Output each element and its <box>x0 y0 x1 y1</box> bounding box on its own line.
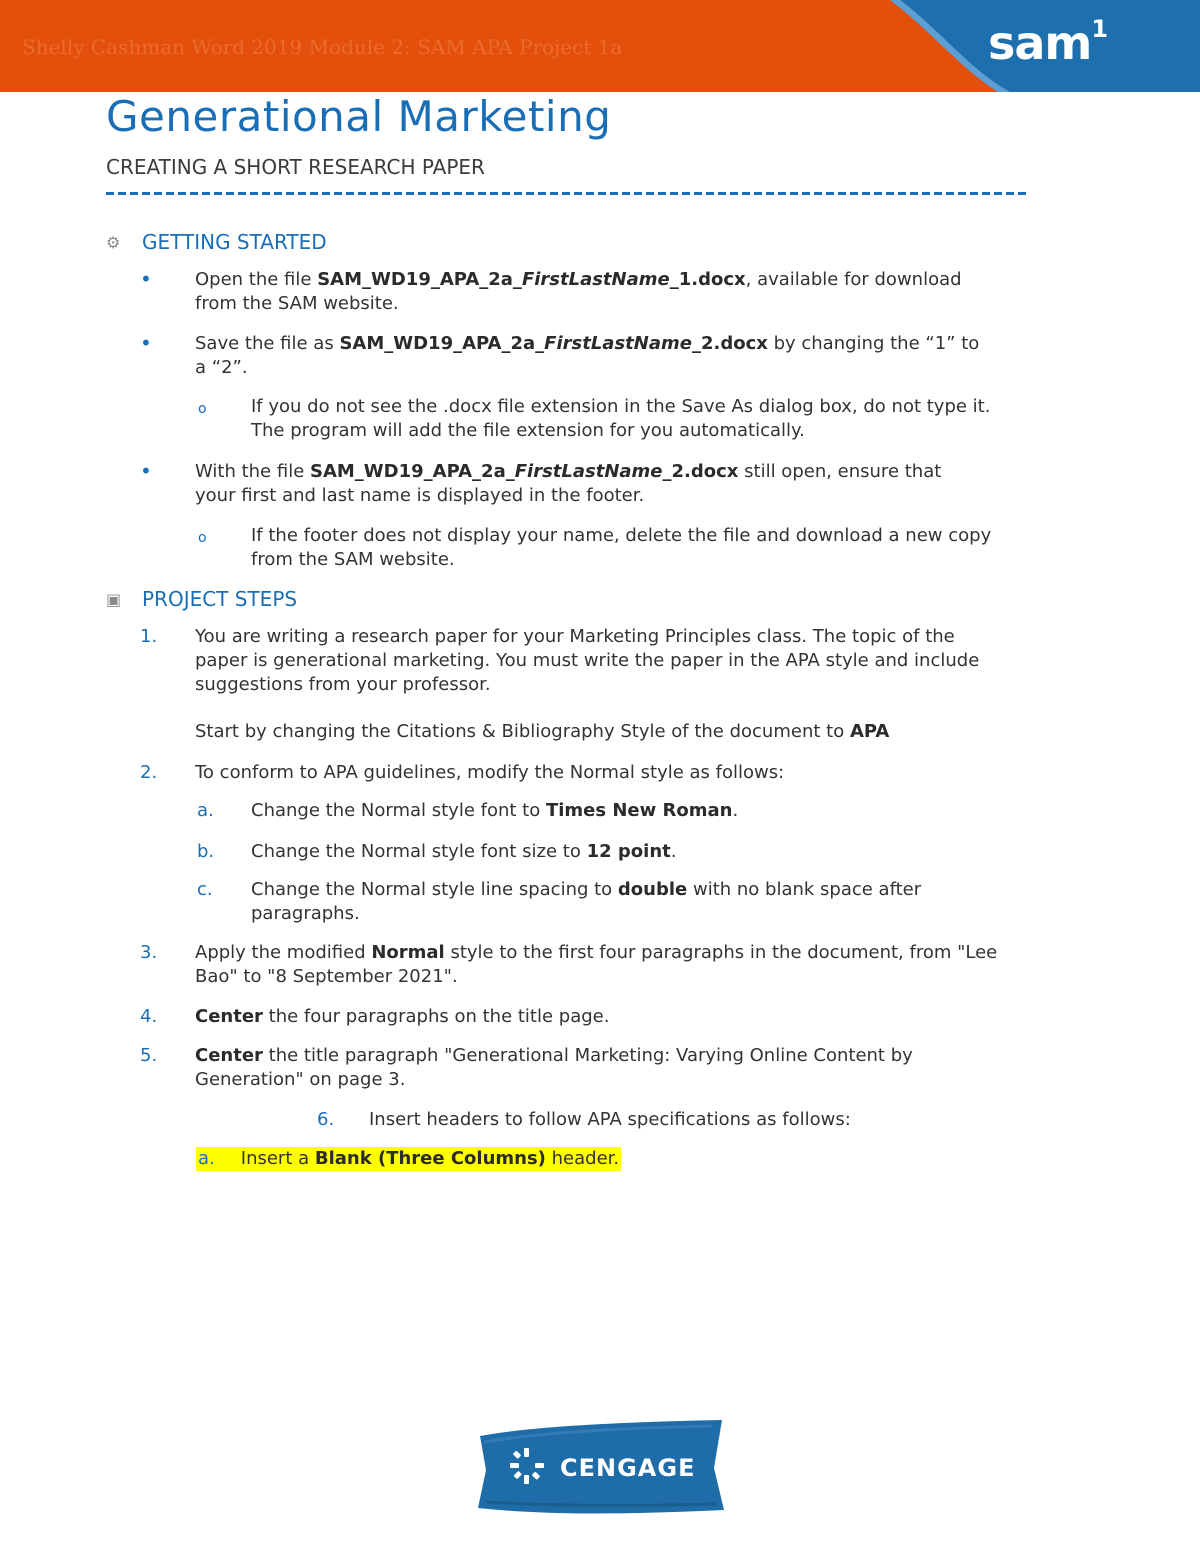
sam-logo: sam$^1$ <box>988 14 1108 70</box>
sub-bullet-icon: o <box>198 401 207 417</box>
highlighted-substep: a. Insert a Blank (Three Columns) header. <box>198 1148 620 1169</box>
list-item: Open the file SAM_WD19_APA_2a_FirstLastName_1.docx, available for download from the SAM website. <box>195 269 962 314</box>
document-subtitle: CREATING A SHORT RESEARCH PAPER <box>106 155 485 179</box>
gears-icon: ⚙ <box>106 232 121 252</box>
cengage-logo <box>474 1418 726 1516</box>
step-item: You are writing a research paper for your Marketing Principles class. The topic of the paper is generational marketing. You must write the paper in the APA style and include suggestions from your professor. <box>195 626 980 695</box>
list-item: If the footer does not display your name, delete the file and download a new copy from the SAM website. <box>251 525 992 570</box>
bullet-icon: • <box>140 459 152 483</box>
clipboard-icon: ▣ <box>106 589 122 609</box>
list-item: With the file SAM_WD19_APA_2a_FirstLastName_2.docx still open, ensure that your first and last name is displayed in the footer. <box>195 461 942 506</box>
step-item: Insert headers to follow APA specifications as follows: <box>369 1109 851 1130</box>
step-item: Center the title paragraph "Generational Marketing: Varying Online Content by Generation" on page 3. <box>195 1045 913 1090</box>
substep-item: Change the Normal style font to Times New Roman. <box>251 800 739 821</box>
substep-item: Change the Normal style font size to 12 point. <box>251 841 677 862</box>
step-number: 1. <box>140 626 158 647</box>
step-item: To conform to APA guidelines, modify the Normal style as follows: <box>195 762 785 783</box>
step-item: Apply the modified Normal style to the first four paragraphs in the document, from "Lee Bao" to "8 September 2021". <box>195 942 998 987</box>
step-number: 4. <box>140 1006 158 1027</box>
document-title: Generational Marketing <box>106 92 612 141</box>
step-number: 5. <box>140 1045 158 1066</box>
substep-letter: a. <box>198 1148 215 1169</box>
step-number: 3. <box>140 942 158 963</box>
header-banner <box>0 0 1200 92</box>
list-item: If you do not see the .docx file extension in the Save As dialog box, do not type it. The program will add the file extension for you automatically. <box>251 396 991 441</box>
step-item-instruction: Start by changing the Citations & Bibliography Style of the document to APA <box>195 721 890 742</box>
substep-item: Change the Normal style line spacing to double with no blank space after paragraphs. <box>251 879 922 924</box>
step-item: Center the four paragraphs on the title page. <box>195 1006 610 1027</box>
project-steps-heading <box>106 587 297 611</box>
getting-started-heading <box>106 230 327 254</box>
getting-started-label: GETTING STARTED <box>142 230 327 254</box>
project-steps-label: PROJECT STEPS <box>142 587 298 611</box>
substep-letter: a. <box>197 800 214 821</box>
sub-bullet-icon: o <box>198 530 207 546</box>
section-divider <box>106 190 1026 196</box>
bullet-icon: • <box>140 331 152 355</box>
bullet-icon: • <box>140 267 152 291</box>
substep-letter: c. <box>197 879 213 900</box>
banner-title: Shelly Cashman Word 2019 Module 2: SAM APA Project 1a <box>22 35 623 59</box>
list-item: Save the file as SAM_WD19_APA_2a_FirstLastName_2.docx by changing the “1” to a “2”. <box>195 333 980 378</box>
cengage-wordmark: CENGAGE <box>560 1454 696 1482</box>
step-number: 2. <box>140 762 158 783</box>
step-number: 6. <box>317 1109 335 1130</box>
substep-letter: b. <box>197 841 215 862</box>
